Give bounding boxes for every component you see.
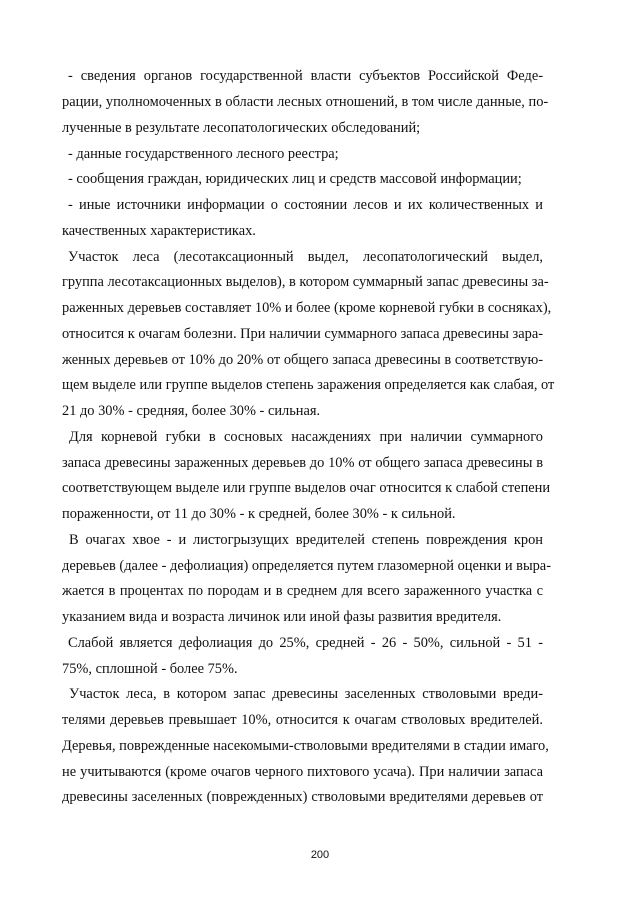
text-line: соответствующем выделе или группе выделов очаг относится к слабой степени [62,480,551,496]
text-line: лученные в результате лесопатологических обследований; [62,120,421,136]
text-line: пораженности, от 11 до 30% - к средней, более 30% - к сильной. [62,506,456,522]
text-line: Участок леса, в котором запас древесины заселенных стволовыми вреди- [69,686,543,702]
text-line: не учитываются (кроме очагов черного пихтового усача). При наличии запаса [62,764,543,780]
text-line: указанием вида и возраста личинок или иной фазы развития вредителя. [62,609,502,625]
text-line: раженных деревьев составляет 10% и более (кроме корневой губки в сосняках), [62,300,552,316]
text-line: относится к очагам болезни. При наличии суммарного запаса древесины зара- [62,326,543,342]
page-number: 200 [310,849,330,861]
text-line: жается в процентах по породам и в среднем для всего зараженного участка с [62,583,543,599]
text-line: деревьев (далее - дефолиация) определяется путем глазомерной оценки и выра- [62,558,551,574]
text-line: - данные государственного лесного реестра; [68,146,339,162]
text-line: рации, уполномоченных в области лесных отношений, в том числе данные, по- [62,94,549,110]
text-line: качественных характеристиках. [62,223,256,239]
text-line: - сообщения граждан, юридических лиц и средств массовой информации; [68,171,522,187]
text-line: запаса древесины зараженных деревьев до 10% от общего запаса древесины в [62,455,543,471]
text-line: Участок леса (лесотаксационный выдел, лесопатологический выдел, [68,249,543,265]
text-line: женных деревьев от 10% до 20% от общего запаса древесины в соответствую- [62,352,543,368]
text-line: щем выделе или группе выделов степень заражения определяется как слабая, от [62,377,555,393]
text-line: телями деревьев превышает 10%, относится к очагам стволовых вредителей. [62,712,543,728]
text-line: Деревья, поврежденные насекомыми-стволовыми вредителями в стадии имаго, [62,738,549,754]
text-line: 21 до 30% - средняя, более 30% - сильная. [62,403,321,419]
text-line: 75%, сплошной - более 75%. [62,661,238,677]
text-line: группа лесотаксационных выделов), в котором суммарный запас древесины за- [62,274,549,290]
text-line: древесины заселенных (поврежденных) стволовыми вредителями деревьев от [62,789,543,805]
text-line: Слабой является дефолиация до 25%, средней - 26 - 50%, сильной - 51 - [68,635,543,651]
text-line: В очагах хвое - и листогрызущих вредителей степень повреждения крон [69,532,543,548]
text-line: - сведения органов государственной власти субъектов Российской Феде- [68,68,543,84]
text-line: Для корневой губки в сосновых насаждениях при наличии суммарного [69,429,543,445]
text-line: - иные источники информации о состоянии лесов и их количественных и [68,197,543,213]
